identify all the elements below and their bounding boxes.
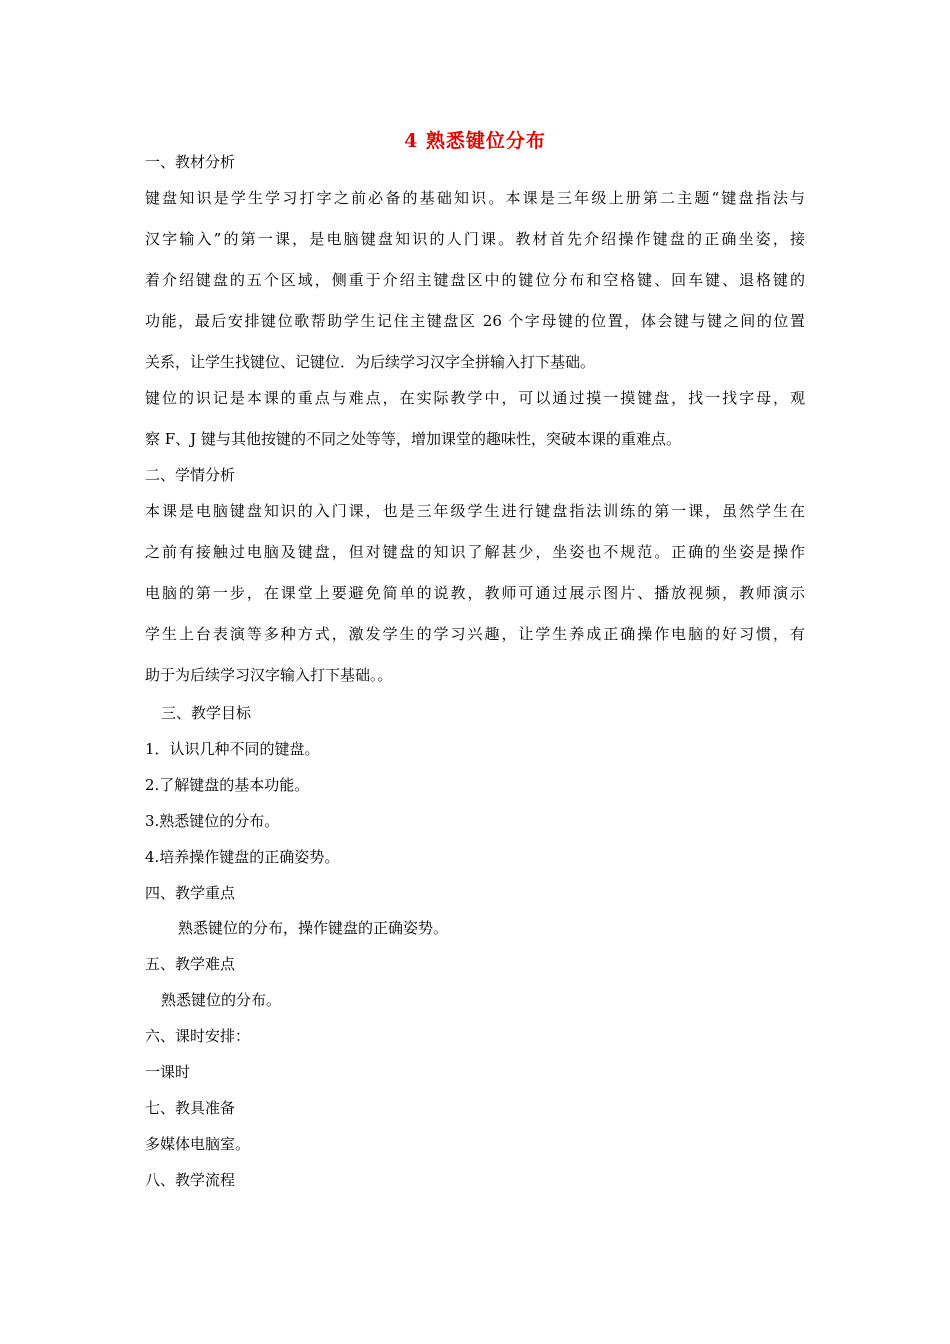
paragraph-line: 电脑的第一步，在课堂上要避免简单的说教，教师可通过展示图片、播放视频，教师演示 [145, 584, 805, 602]
section-text: 熟悉键位的分布。 [161, 991, 282, 1009]
section-heading-material-analysis: 一、教材分析 [145, 153, 236, 171]
list-item: 4.培养操作键盘的正确姿势。 [145, 848, 340, 866]
paragraph-line: 助于为后续学习汉字输入打下基础。。 [145, 666, 393, 684]
paragraph-line: 之前有接触过电脑及键盘，但对键盘的知识了解甚少，坐姿也不规范。正确的坐姿是操作 [145, 543, 805, 561]
document-title: 4 熟悉键位分布 [404, 130, 546, 152]
section-heading-student-analysis: 二、学情分析 [145, 466, 236, 484]
section-heading-teaching-goals: 三、教学目标 [161, 704, 252, 722]
section-text: 熟悉键位的分布，操作键盘的正确姿势。 [178, 919, 449, 937]
paragraph-line: 键位的识记是本课的重点与难点，在实际教学中，可以通过摸一摸键盘，找一找字母，观 [145, 389, 805, 407]
section-heading-schedule: 六、课时安排： [145, 1027, 251, 1045]
paragraph-line: 功能，最后安排键位歌帮助学生记住主键盘区 26 个字母键的位置，体会键与键之间的位置 [145, 312, 805, 330]
paragraph-line: 键盘知识是学生学习打字之前必备的基础知识。本课是三年级上册第二主题“键盘指法与 [145, 189, 805, 207]
section-heading-difficulties: 五、教学难点 [145, 955, 236, 973]
paragraph-line: 察 F、J 键与其他按键的不同之处等等，增加课堂的趣味性，突破本课的重难点。 [145, 430, 681, 448]
section-heading-equipment: 七、教具准备 [145, 1099, 236, 1117]
list-item: 3.熟悉键位的分布。 [145, 812, 280, 830]
list-item: 1．认识几种不同的键盘。 [145, 740, 320, 758]
paragraph-line: 本课是电脑键盘知识的入门课，也是三年级学生进行键盘指法训练的第一课，虽然学生在 [145, 502, 805, 520]
paragraph-line: 学生上台表演等多种方式，激发学生的学习兴趣，让学生养成正确操作电脑的好习惯，有 [145, 625, 805, 643]
list-item: 2.了解键盘的基本功能。 [145, 776, 310, 794]
paragraph-line: 着介绍键盘的五个区域，侧重于介绍主键盘区中的键位分布和空格键、回车键、退格键的 [145, 271, 805, 289]
paragraph-line: 汉字输入”的第一课，是电脑键盘知识的人门课。教材首先介绍操作键盘的正确坐姿，接 [145, 230, 805, 248]
section-heading-teaching-process: 八、教学流程 [145, 1171, 236, 1189]
paragraph-line: 关系，让学生找键位、记键位．为后续学习汉字全拼输入打下基础。 [145, 353, 596, 371]
section-text: 多媒体电脑室。 [145, 1135, 251, 1153]
section-text: 一课时 [145, 1063, 191, 1081]
section-heading-key-points: 四、教学重点 [145, 884, 236, 902]
